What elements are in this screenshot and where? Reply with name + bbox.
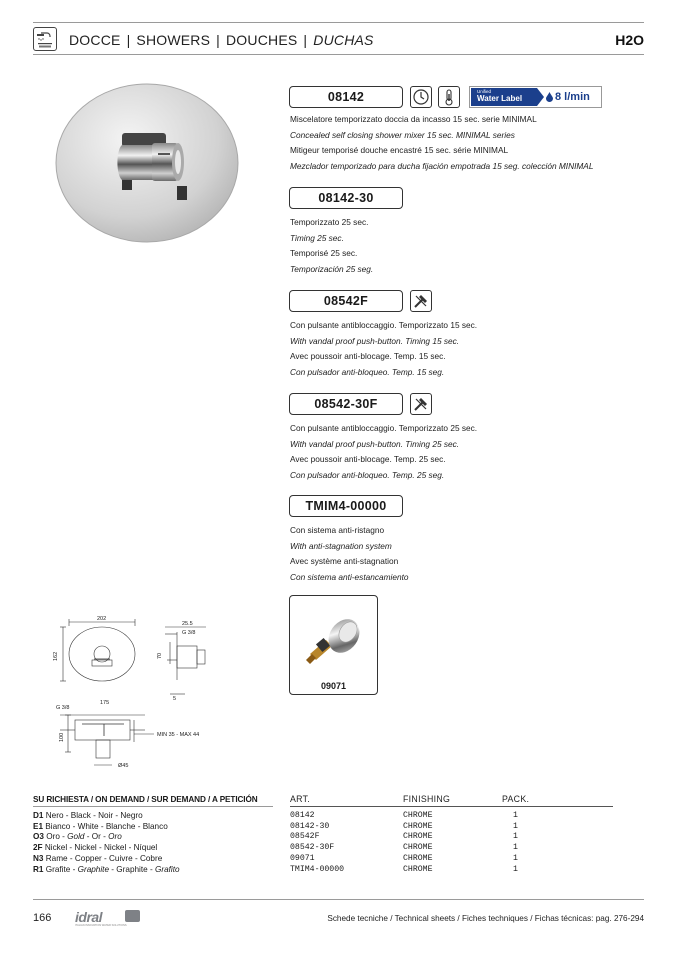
dim-min-max: MIN 35 - MAX 44 bbox=[157, 732, 200, 738]
table-col-art bbox=[290, 811, 344, 875]
product-code-08142-30: 08142-30 bbox=[289, 187, 403, 209]
dim-body-height: 100 bbox=[59, 732, 65, 742]
logo-text: idral bbox=[75, 909, 103, 925]
product-description-08542F bbox=[290, 318, 477, 380]
water-label-banner bbox=[471, 88, 537, 106]
product-code-08142: 08142 bbox=[289, 86, 403, 108]
table-cell: CHROME bbox=[403, 853, 433, 863]
product-code-08542-30F: 08542-30F bbox=[289, 393, 403, 415]
technical-drawing bbox=[30, 612, 230, 772]
idral-logo bbox=[75, 907, 145, 929]
desc-es: Con pulsador anti-bloqueo. Temp. 15 seg. bbox=[290, 366, 445, 377]
desc-en: Timing 25 sec. bbox=[290, 232, 344, 243]
finish-item: O3 Oro - Gold - Or - Oro bbox=[33, 832, 122, 842]
logo-mark-icon bbox=[125, 910, 140, 922]
title-es: DUCHAS bbox=[313, 32, 374, 48]
title-en: SHOWERS bbox=[136, 32, 211, 48]
title-fr: DOUCHES bbox=[226, 32, 298, 48]
thermometer-icon bbox=[438, 86, 460, 108]
dim-offset: 70 bbox=[157, 652, 163, 659]
table-header-art: ART. bbox=[290, 794, 311, 804]
table-col-finishing bbox=[403, 811, 432, 875]
h2o-badge: H2O bbox=[615, 32, 644, 48]
on-demand-rule bbox=[33, 806, 273, 807]
top-rule bbox=[33, 22, 644, 23]
on-demand-list bbox=[33, 811, 180, 875]
accessory-card bbox=[289, 595, 378, 695]
dim-inlet: G 3/8 bbox=[56, 705, 70, 711]
vandal-proof-icon bbox=[410, 290, 432, 312]
product-description-08142-30 bbox=[290, 215, 373, 277]
accessory-image bbox=[296, 604, 372, 676]
desc-en: With vandal proof push-button. Timing 15 sec. bbox=[290, 335, 460, 346]
desc-es: Temporización 25 seg. bbox=[290, 263, 374, 274]
table-cell: CHROME bbox=[403, 821, 433, 831]
water-drop-icon bbox=[546, 92, 553, 102]
table-cell: 1 bbox=[513, 843, 518, 853]
table-cell: 08142 bbox=[290, 811, 315, 820]
desc-es: Con sistema anti-estancamiento bbox=[290, 571, 409, 582]
table-cell: 09071 bbox=[290, 853, 315, 863]
desc-es: Con pulsador anti-bloqueo. Temp. 25 seg. bbox=[290, 469, 445, 480]
dim-body-width: 175 bbox=[100, 700, 110, 706]
finish-item: 2F Nickel - Nickel - Nickel - Níquel bbox=[33, 843, 158, 853]
shower-mixer-image bbox=[52, 83, 242, 248]
product-code-TMIM4-00000: TMIM4-00000 bbox=[289, 495, 403, 517]
technical-sheets-reference: Schede tecniche / Technical sheets / Fiches techniques / Fichas técnicas: pag. 276-294 bbox=[327, 914, 644, 923]
page-number: 166 bbox=[33, 912, 52, 924]
table-rule bbox=[290, 806, 613, 807]
desc-fr: Mitigeur temporisé douche encastré 15 sec. série MINIMAL bbox=[290, 145, 509, 155]
dim-gap: 5 bbox=[173, 696, 177, 702]
title-separator: | bbox=[216, 32, 220, 48]
timer-icon bbox=[410, 86, 432, 108]
table-cell: 1 bbox=[513, 853, 518, 863]
product-code-08542F: 08542F bbox=[289, 290, 403, 312]
desc-it: Con pulsante antibloccaggio. Temporizzato 15 sec. bbox=[290, 320, 478, 330]
title-separator: | bbox=[303, 32, 308, 48]
section-title bbox=[69, 32, 374, 48]
table-cell: 08542F bbox=[290, 832, 320, 842]
desc-fr: Avec poussoir anti-blocage. Temp. 25 sec. bbox=[290, 454, 446, 464]
water-label-arrow bbox=[537, 88, 544, 106]
water-label-flow: 8 l/min bbox=[555, 91, 590, 103]
table-cell: CHROME bbox=[403, 832, 433, 842]
title-it: DOCCE bbox=[69, 32, 121, 48]
dim-width: 202 bbox=[97, 616, 107, 622]
finish-item: R1 Grafite - Graphite - Graphite - Grafito bbox=[33, 864, 180, 874]
logo-tagline: ITALIAN INNOVATION WATER SOLUTIONS bbox=[75, 924, 127, 927]
accessory-code: 09071 bbox=[320, 681, 347, 691]
dim-depth: 25.5 bbox=[182, 621, 193, 627]
desc-it: Con sistema anti-ristagno bbox=[290, 525, 385, 535]
desc-it: Temporizzato 25 sec. bbox=[290, 217, 369, 227]
table-cell: 08542-30F bbox=[290, 843, 335, 853]
desc-fr: Temporisé 25 sec. bbox=[290, 248, 358, 258]
table-cell: CHROME bbox=[403, 811, 433, 820]
desc-it: Con pulsante antibloccaggio. Temporizzato 25 sec. bbox=[290, 423, 478, 433]
table-cell: 1 bbox=[513, 821, 518, 831]
table-cell: 1 bbox=[513, 864, 518, 874]
title-separator: | bbox=[126, 32, 131, 48]
dim-thread: G 3/8 bbox=[182, 630, 196, 636]
desc-es: Mezclador temporizado para ducha fijación empotrada 15 seg. colección MINIMAL bbox=[290, 160, 594, 171]
table-col-pack bbox=[513, 811, 518, 875]
table-cell: 08142-30 bbox=[290, 821, 330, 831]
product-description-08542-30F bbox=[290, 421, 477, 483]
table-header-pack: PACK. bbox=[502, 794, 530, 804]
finish-item: N3 Rame - Copper - Cuivre - Cobre bbox=[33, 853, 163, 863]
table-cell: 1 bbox=[513, 832, 518, 842]
desc-en: With anti-stagnation system bbox=[290, 540, 392, 551]
water-label-title: Water Label bbox=[477, 94, 523, 103]
product-description-08142 bbox=[290, 112, 593, 174]
vandal-proof-icon bbox=[410, 393, 432, 415]
dim-diameter: Ø45 bbox=[118, 763, 129, 769]
table-header-finishing: FINISHING bbox=[403, 794, 451, 804]
desc-it: Miscelatore temporizzato doccia da incasso 15 sec. serie MINIMAL bbox=[290, 114, 537, 124]
table-cell: 1 bbox=[513, 811, 518, 820]
table-cell: CHROME bbox=[403, 843, 433, 853]
dim-height: 162 bbox=[53, 651, 59, 661]
finish-item: D1 Nero - Black - Noir - Negro bbox=[33, 811, 143, 820]
water-label-small: Unified bbox=[477, 89, 492, 94]
finish-item: E1 Bianco - White - Blanche - Blanco bbox=[33, 821, 168, 831]
table-cell: TMIM4-00000 bbox=[290, 864, 345, 874]
header-rule bbox=[33, 54, 644, 55]
product-description-TMIM4-00000 bbox=[290, 523, 409, 585]
table-cell: CHROME bbox=[403, 864, 433, 874]
shower-category-icon bbox=[33, 27, 57, 51]
desc-en: With vandal proof push-button. Timing 25 sec. bbox=[290, 438, 460, 449]
water-label-badge bbox=[469, 86, 602, 108]
desc-en: Concealed self closing shower mixer 15 sec. MINIMAL series bbox=[290, 129, 515, 140]
on-demand-title: SU RICHIESTA / ON DEMAND / SUR DEMAND / A PETICIÓN bbox=[33, 795, 258, 804]
desc-fr: Avec système anti-stagnation bbox=[290, 556, 399, 566]
footer-rule bbox=[33, 899, 644, 900]
desc-fr: Avec poussoir anti-blocage. Temp. 15 sec. bbox=[290, 351, 446, 361]
